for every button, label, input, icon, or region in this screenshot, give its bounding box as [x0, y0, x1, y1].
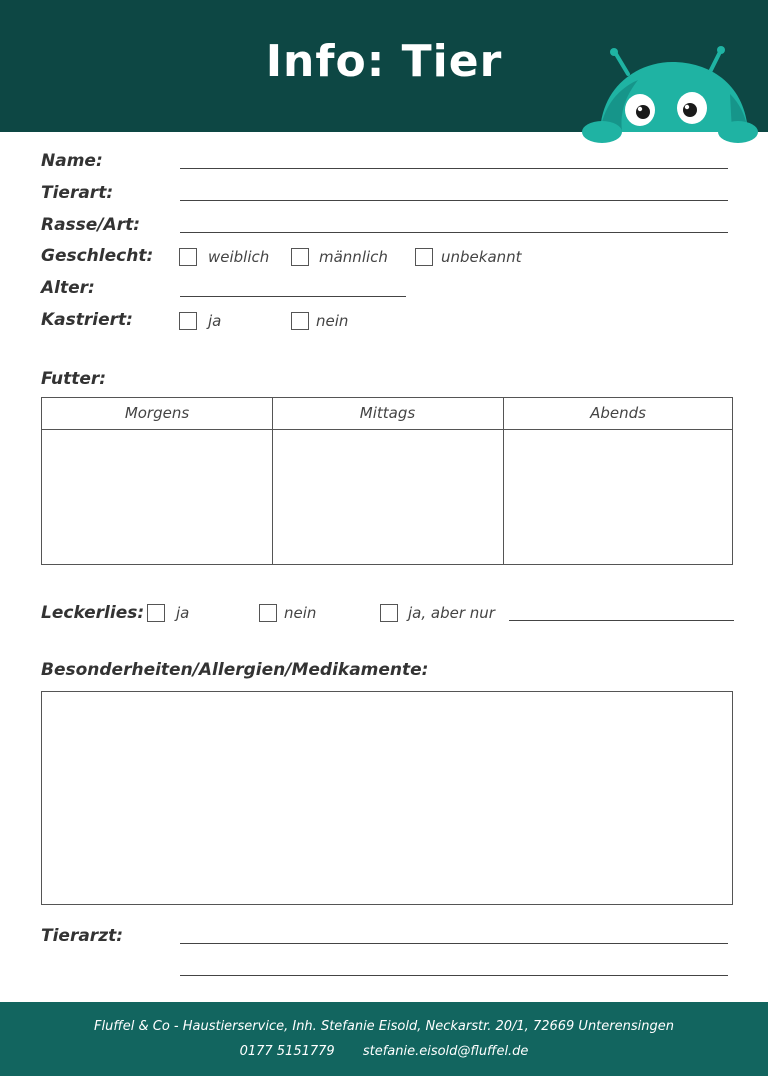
table-divider: [503, 398, 504, 564]
column-mittags: Mittags: [359, 404, 416, 422]
option-unbekannt: unbekannt: [441, 248, 522, 266]
checkbox-weiblich[interactable]: [179, 248, 197, 266]
footer-contact: [0, 1044, 768, 1059]
name-field[interactable]: [180, 168, 728, 169]
label-tierarzt: Tierarzt:: [41, 926, 124, 946]
checkbox-leckerlies-nein[interactable]: [259, 604, 277, 622]
tierarzt-field-1[interactable]: [180, 943, 728, 944]
label-tierart: Tierart:: [41, 183, 114, 203]
footer-banner: [0, 1002, 768, 1076]
checkbox-maennlich[interactable]: [291, 248, 309, 266]
besonderheiten-box[interactable]: [41, 691, 733, 905]
label-leckerlies: Leckerlies:: [41, 603, 145, 623]
tierarzt-field-2[interactable]: [180, 975, 728, 976]
label-alter: Alter:: [41, 278, 95, 298]
label-futter: Futter:: [41, 369, 107, 389]
label-name: Name:: [41, 151, 103, 171]
leckerlies-detail-field[interactable]: [509, 620, 734, 621]
alter-field[interactable]: [180, 296, 406, 297]
futter-table: [41, 397, 733, 565]
footer-phone: 0177 5151779: [239, 1044, 335, 1059]
option-leckerlies-ja: ja: [176, 604, 190, 622]
column-morgens: Morgens: [124, 404, 190, 422]
label-kastriert: Kastriert:: [41, 310, 133, 330]
checkbox-unbekannt[interactable]: [415, 248, 433, 266]
table-header-line: [42, 429, 732, 430]
checkbox-leckerlies-aber-nur[interactable]: [380, 604, 398, 622]
label-rasse: Rasse/Art:: [41, 215, 141, 235]
option-kastriert-nein: nein: [316, 312, 349, 330]
label-geschlecht: Geschlecht:: [41, 246, 154, 266]
option-weiblich: weiblich: [208, 248, 270, 266]
footer-address: Fluffel & Co - Haustierservice, Inh. Stefanie Eisold, Neckarstr. 20/1, 72669 Unterensingen: [94, 1019, 674, 1034]
footer-email: stefanie.eisold@fluffel.de: [362, 1044, 529, 1059]
checkbox-leckerlies-ja[interactable]: [147, 604, 165, 622]
label-besonderheiten: Besonderheiten/Allergien/Medikamente:: [41, 660, 429, 680]
tierart-field[interactable]: [180, 200, 728, 201]
column-abends: Abends: [590, 404, 646, 422]
table-divider: [272, 398, 273, 564]
page-title: Info: Tier: [265, 36, 503, 87]
option-kastriert-ja: ja: [208, 312, 222, 330]
option-leckerlies-nein: nein: [284, 604, 317, 622]
option-maennlich: männlich: [319, 248, 388, 266]
rasse-field[interactable]: [180, 232, 728, 233]
option-leckerlies-aber-nur: ja, aber nur: [408, 604, 495, 622]
checkbox-kastriert-ja[interactable]: [179, 312, 197, 330]
checkbox-kastriert-nein[interactable]: [291, 312, 309, 330]
monster-mascot-icon: [580, 44, 760, 144]
